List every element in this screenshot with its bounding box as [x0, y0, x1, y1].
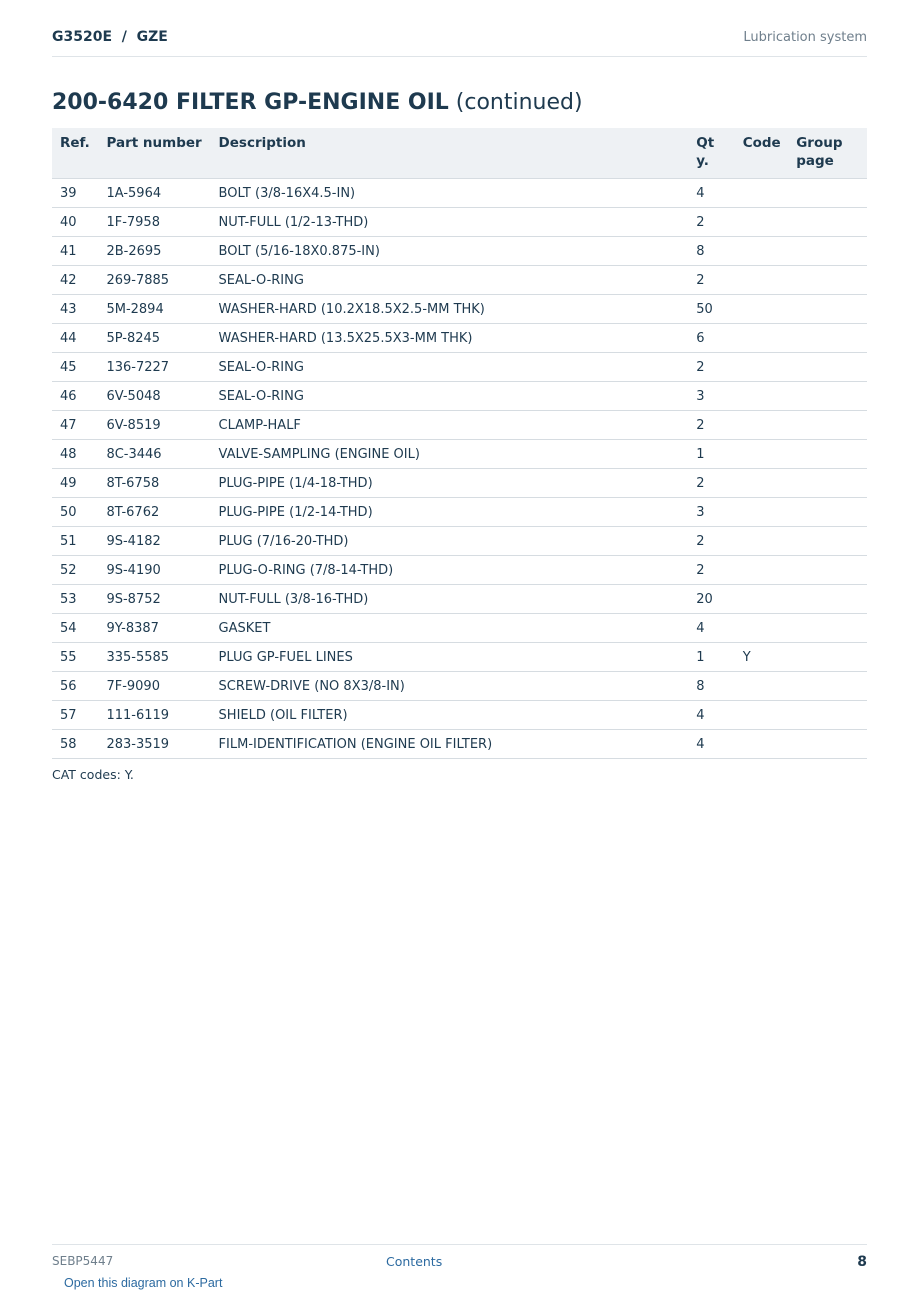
col-header-ref: Ref. [52, 128, 98, 179]
cell-ref: 42 [52, 266, 98, 295]
cell-code [735, 353, 789, 382]
cell-code [735, 556, 789, 585]
cell-ref: 39 [52, 179, 98, 208]
col-header-qty: Qty. [688, 128, 734, 179]
table-row [52, 440, 867, 469]
page-number: 8 [857, 1254, 867, 1270]
parts-table [52, 128, 867, 759]
cell-qty: 3 [688, 498, 734, 527]
cell-qty: 2 [688, 353, 734, 382]
cell-code [735, 266, 789, 295]
cell-description: PLUG-PIPE (1/4-18-THD) [211, 469, 689, 498]
cell-code [735, 469, 789, 498]
model-label: G3520E / GZE [52, 29, 168, 45]
cell-group-page [788, 324, 867, 353]
cell-part-number[interactable]: 9S-8752 [98, 585, 210, 614]
table-row [52, 208, 867, 237]
cell-description: SEAL-O-RING [211, 382, 689, 411]
cell-ref: 44 [52, 324, 98, 353]
cell-qty: 6 [688, 324, 734, 353]
cell-part-number[interactable]: 8T-6758 [98, 469, 210, 498]
cell-part-number[interactable]: 1A-5964 [98, 179, 210, 208]
kpart-link[interactable]: Open this diagram on K-Part [64, 1276, 223, 1290]
cell-ref: 57 [52, 701, 98, 730]
cell-code [735, 440, 789, 469]
cell-group-page [788, 411, 867, 440]
cell-ref: 50 [52, 498, 98, 527]
table-row [52, 266, 867, 295]
cell-qty: 2 [688, 556, 734, 585]
cell-part-number[interactable]: 9S-4190 [98, 556, 210, 585]
cell-description: WASHER-HARD (13.5X25.5X3-MM THK) [211, 324, 689, 353]
cell-code [735, 324, 789, 353]
col-header-part-number: Part number [98, 128, 210, 179]
cell-description: CLAMP-HALF [211, 411, 689, 440]
cell-qty: 20 [688, 585, 734, 614]
table-row [52, 295, 867, 324]
cell-group-page [788, 701, 867, 730]
cell-part-number[interactable]: 6V-8519 [98, 411, 210, 440]
page-header [52, 0, 867, 57]
cell-ref: 51 [52, 527, 98, 556]
table-row [52, 730, 867, 759]
cell-part-number[interactable]: 9Y-8387 [98, 614, 210, 643]
contents-link[interactable]: Contents [386, 1254, 443, 1269]
title-code: 200-6420 FILTER GP-ENGINE OIL [52, 90, 449, 115]
cell-description: NUT-FULL (1/2-13-THD) [211, 208, 689, 237]
col-header-code: Code [735, 128, 789, 179]
table-row [52, 672, 867, 701]
header-row [52, 128, 867, 179]
cell-group-page [788, 266, 867, 295]
cell-qty: 8 [688, 672, 734, 701]
table-row [52, 585, 867, 614]
cell-code [735, 382, 789, 411]
cell-qty: 1 [688, 440, 734, 469]
cell-ref: 45 [52, 353, 98, 382]
cell-ref: 53 [52, 585, 98, 614]
cell-part-number[interactable]: 111-6119 [98, 701, 210, 730]
cell-code [735, 701, 789, 730]
col-header-group-page: Group page [788, 128, 867, 179]
cell-ref: 52 [52, 556, 98, 585]
cell-qty: 8 [688, 237, 734, 266]
col-header-description: Description [211, 128, 689, 179]
cell-description: GASKET [211, 614, 689, 643]
cell-description: PLUG GP-FUEL LINES [211, 643, 689, 672]
title-suffix: (continued) [448, 90, 583, 115]
cell-part-number[interactable]: 5P-8245 [98, 324, 210, 353]
cell-description: WASHER-HARD (10.2X18.5X2.5-MM THK) [211, 295, 689, 324]
cell-qty: 3 [688, 382, 734, 411]
table-row [52, 382, 867, 411]
cell-description: PLUG (7/16-20-THD) [211, 527, 689, 556]
cell-part-number[interactable]: 136-7227 [98, 353, 210, 382]
table-row [52, 643, 867, 672]
cell-description: BOLT (5/16-18X0.875-IN) [211, 237, 689, 266]
cell-qty: 4 [688, 614, 734, 643]
cell-ref: 46 [52, 382, 98, 411]
cell-description: PLUG-O-RING (7/8-14-THD) [211, 556, 689, 585]
cell-description: BOLT (3/8-16X4.5-IN) [211, 179, 689, 208]
cell-group-page [788, 469, 867, 498]
cell-code [735, 730, 789, 759]
parts-table-header [52, 128, 867, 179]
cell-qty: 4 [688, 701, 734, 730]
table-row [52, 353, 867, 382]
cell-group-page [788, 556, 867, 585]
table-row [52, 469, 867, 498]
table-row [52, 179, 867, 208]
cell-group-page [788, 440, 867, 469]
cell-code [735, 179, 789, 208]
cell-ref: 43 [52, 295, 98, 324]
cell-ref: 40 [52, 208, 98, 237]
table-row [52, 498, 867, 527]
cell-group-page [788, 179, 867, 208]
cell-ref: 47 [52, 411, 98, 440]
table-row [52, 701, 867, 730]
cell-description: PLUG-PIPE (1/2-14-THD) [211, 498, 689, 527]
cell-code [735, 614, 789, 643]
cell-qty: 2 [688, 208, 734, 237]
cell-part-number[interactable]: 335-5585 [98, 643, 210, 672]
cell-ref: 55 [52, 643, 98, 672]
cell-qty: 2 [688, 469, 734, 498]
cell-qty: 2 [688, 266, 734, 295]
cell-code [735, 672, 789, 701]
cell-group-page [788, 353, 867, 382]
cell-ref: 41 [52, 237, 98, 266]
table-row [52, 556, 867, 585]
table-row [52, 614, 867, 643]
table-row [52, 324, 867, 353]
cell-code [735, 498, 789, 527]
cell-ref: 56 [52, 672, 98, 701]
cell-ref: 48 [52, 440, 98, 469]
section-label: Lubrication system [743, 30, 867, 45]
cell-part-number[interactable]: 283-3519 [98, 730, 210, 759]
cell-group-page [788, 382, 867, 411]
cell-qty: 4 [688, 730, 734, 759]
cell-description: SCREW-DRIVE (NO 8X3/8-IN) [211, 672, 689, 701]
cell-part-number[interactable]: 6V-5048 [98, 382, 210, 411]
cell-ref: 54 [52, 614, 98, 643]
cell-description: FILM-IDENTIFICATION (ENGINE OIL FILTER) [211, 730, 689, 759]
cell-group-page [788, 672, 867, 701]
cell-group-page [788, 527, 867, 556]
cell-code [735, 585, 789, 614]
cell-part-number[interactable]: 2B-2695 [98, 237, 210, 266]
cell-qty: 50 [688, 295, 734, 324]
cell-part-number[interactable]: 7F-9090 [98, 672, 210, 701]
cell-code [735, 295, 789, 324]
cell-part-number[interactable]: 8C-3446 [98, 440, 210, 469]
cell-description: VALVE-SAMPLING (ENGINE OIL) [211, 440, 689, 469]
cell-group-page [788, 237, 867, 266]
cell-ref: 58 [52, 730, 98, 759]
cell-part-number[interactable]: 9S-4182 [98, 527, 210, 556]
cell-qty: 1 [688, 643, 734, 672]
cell-qty: 4 [688, 179, 734, 208]
cell-description: SHIELD (OIL FILTER) [211, 701, 689, 730]
cell-code [735, 237, 789, 266]
cell-code [735, 527, 789, 556]
cell-group-page [788, 208, 867, 237]
cell-group-page [788, 614, 867, 643]
cell-qty: 2 [688, 411, 734, 440]
cell-qty: 2 [688, 527, 734, 556]
parts-table-body [52, 179, 867, 759]
table-row [52, 527, 867, 556]
cell-description: SEAL-O-RING [211, 266, 689, 295]
page-footer [52, 1244, 867, 1275]
cell-group-page [788, 498, 867, 527]
cell-code [735, 208, 789, 237]
cell-code: Y [735, 643, 789, 672]
table-row [52, 411, 867, 440]
cell-description: SEAL-O-RING [211, 353, 689, 382]
document-id: SEBP5447 [52, 1254, 114, 1268]
cell-part-number[interactable]: 1F-7958 [98, 208, 210, 237]
cell-group-page [788, 585, 867, 614]
cell-ref: 49 [52, 469, 98, 498]
cell-group-page [788, 730, 867, 759]
cell-part-number[interactable]: 8T-6762 [98, 498, 210, 527]
cell-code [735, 411, 789, 440]
cell-group-page [788, 643, 867, 672]
page-title [52, 90, 583, 115]
table-row [52, 237, 867, 266]
cell-description: NUT-FULL (3/8-16-THD) [211, 585, 689, 614]
cell-part-number[interactable]: 269-7885 [98, 266, 210, 295]
cell-part-number[interactable]: 5M-2894 [98, 295, 210, 324]
cell-group-page [788, 295, 867, 324]
cat-codes-note: CAT codes: Y. [52, 767, 134, 782]
